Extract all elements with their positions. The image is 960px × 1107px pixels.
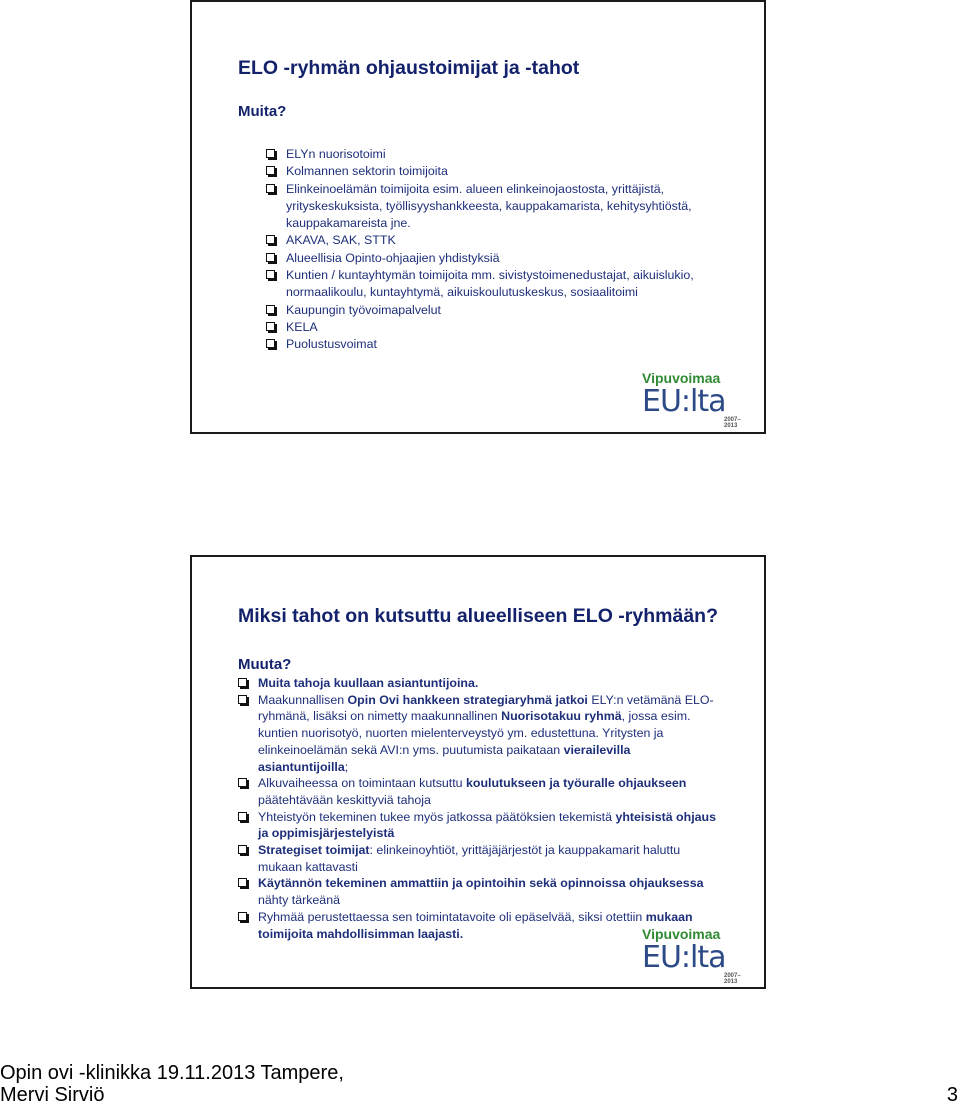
bullet-text-bold: Käytännön tekeminen ammattiin ja opintoihin sekä opinnoissa ohjauksessa — [258, 876, 704, 891]
bullet-text: ELYn nuorisotoimi — [286, 147, 386, 161]
logo-main-text: EU:lta — [642, 384, 726, 419]
slide-1-bullet — [266, 302, 751, 319]
checkbox-bullet-icon — [238, 778, 247, 787]
checkbox-bullet-icon — [266, 253, 275, 262]
checkbox-bullet-icon — [266, 235, 275, 244]
checkbox-bullet-icon — [238, 845, 247, 854]
bullet-text: , jossa esim. kuntien nuorisotyö, nuorten mielenterveystyö ym. edustettuna. Yritysten ja elinkeinoelämän sekä AVI:n yms. puutumista paikataan — [258, 709, 691, 757]
checkbox-bullet-icon — [266, 149, 275, 158]
bullet-text: KELA — [286, 319, 318, 334]
slide-1-eu-logo — [642, 370, 752, 430]
bullet-text-bold: yhteisistä ohjaus ja oppimisjärjestelyistä — [258, 809, 716, 841]
slide-1-bullet — [266, 232, 751, 249]
slide-2-bullet — [238, 775, 723, 808]
slide-1-bullet — [266, 146, 751, 163]
slide-2-eu-logo — [642, 926, 752, 986]
logo-top-text: Vipuvoimaa — [642, 370, 721, 386]
checkbox-bullet-icon — [266, 166, 275, 175]
slide-2-bullet — [238, 675, 723, 692]
slide-2-title: Miksi tahot on kutsuttu alueelliseen ELO -ryhmään? — [238, 605, 718, 627]
bullet-text-bold: Strategiset toimijat — [258, 843, 370, 858]
slide-1-bullet — [266, 250, 751, 267]
bullet-text: : elinkeinoyhtiöt, yrittäjäjärjestöt ja kauppakamarit haluttu mukaan kattavasti — [258, 843, 681, 874]
footer-event-line: Opin ovi -klinikka 19.11.2013 Tampere, — [0, 1062, 344, 1084]
bullet-text: AKAVA, SAK, STTK — [286, 233, 396, 248]
checkbox-bullet-icon — [266, 305, 275, 314]
slide-1-bullet — [266, 336, 751, 353]
bullet-text: Elinkeinoelämän toimijoita esim. alueen elinkeinojaostosta, yrittäjistä, yrityskeskuksista, työllisyyshankkeesta, kauppakamarista, kehitysyhtiöstä, kauppakamareista jne. — [286, 181, 692, 231]
bullet-text-bold: mukaan toimijoita mahdollisimman laajasti. — [258, 909, 693, 941]
slide-2-subtitle: Muuta? — [238, 656, 292, 673]
slide-1-bullet — [266, 163, 751, 180]
slide-1-bullet — [266, 267, 751, 302]
checkbox-bullet-icon — [238, 678, 247, 687]
checkbox-bullet-icon — [266, 339, 275, 348]
slide-2-bullet — [238, 842, 723, 875]
bullet-text: Kaupungin työvoimapalvelut — [286, 302, 441, 317]
bullet-text: Alueellisia Opinto-ohjaajien yhdistyksiä — [286, 250, 500, 265]
slide-1-bullet — [266, 181, 751, 233]
checkbox-bullet-icon — [238, 878, 247, 887]
checkbox-bullet-icon — [266, 184, 275, 193]
slide-1-subtitle: Muita? — [238, 103, 287, 120]
bullet-text-bold: vierailevilla asiantuntijoilla — [258, 742, 631, 774]
slide-2-bullet — [238, 692, 723, 776]
bullet-text: Kolmannen sektorin toimijoita — [286, 164, 448, 179]
bullet-text: Yhteistyön tekeminen tukee myös jatkossa päätöksien tekemistä — [258, 809, 616, 824]
checkbox-bullet-icon — [266, 322, 275, 331]
footer-author: Mervi Sirviö — [0, 1084, 105, 1106]
checkbox-bullet-icon — [238, 912, 247, 921]
bullet-text: ELY:n vetämänä ELO-ryhmänä, lisäksi on nimetty maakunnallinen — [258, 692, 714, 724]
checkbox-bullet-icon — [238, 812, 247, 821]
logo-years-text: 2007–2013 — [724, 973, 741, 985]
bullet-text: päätehtävään keskittyviä tahoja — [258, 792, 431, 807]
bullet-text: ; — [344, 759, 349, 774]
page-number: 3 — [946, 1084, 958, 1106]
bullet-text-bold: Opin Ovi hankkeen strategiaryhmä jatkoi — [347, 692, 588, 707]
slide-2-bullet — [238, 875, 723, 908]
logo-main-text: EU:lta — [642, 940, 726, 975]
checkbox-bullet-icon — [266, 270, 275, 279]
slide-1-bullet — [266, 319, 751, 336]
bullet-text-bold: Nuorisotakuu ryhmä — [501, 709, 622, 724]
bullet-text: nähty tärkeänä — [258, 893, 340, 908]
slide-2-bullet-list — [238, 675, 723, 942]
slide-1-bullet-list — [266, 146, 751, 354]
checkbox-bullet-icon — [238, 695, 247, 704]
bullet-text-bold: koulutukseen ja työuralle ohjaukseen — [466, 776, 687, 791]
bullet-text-bold: Muita tahoja kuullaan asiantuntijoina. — [258, 676, 479, 690]
logo-years-text: 2007–2013 — [724, 417, 741, 429]
bullet-text: Ryhmää perustettaessa sen toimintatavoite oli epäselvää, siksi otettiin — [258, 909, 646, 924]
bullet-text: Kuntien / kuntayhtymän toimijoita mm. sivistystoimenedustajat, aikuislukio, normaalikoulu, kuntayhtymä, aikuiskoulutuskeskus, sosiaalitoimi — [286, 268, 694, 300]
logo-top-text: Vipuvoimaa — [642, 926, 721, 942]
bullet-text: Maakunnallisen — [258, 692, 348, 707]
slide-2-bullet — [238, 809, 723, 842]
slide-1-title: ELO -ryhmän ohjaustoimijat ja -tahot — [238, 57, 580, 79]
bullet-text: Alkuvaiheessa on toimintaan kutsuttu — [258, 776, 467, 791]
bullet-text: Puolustusvoimat — [286, 337, 377, 352]
